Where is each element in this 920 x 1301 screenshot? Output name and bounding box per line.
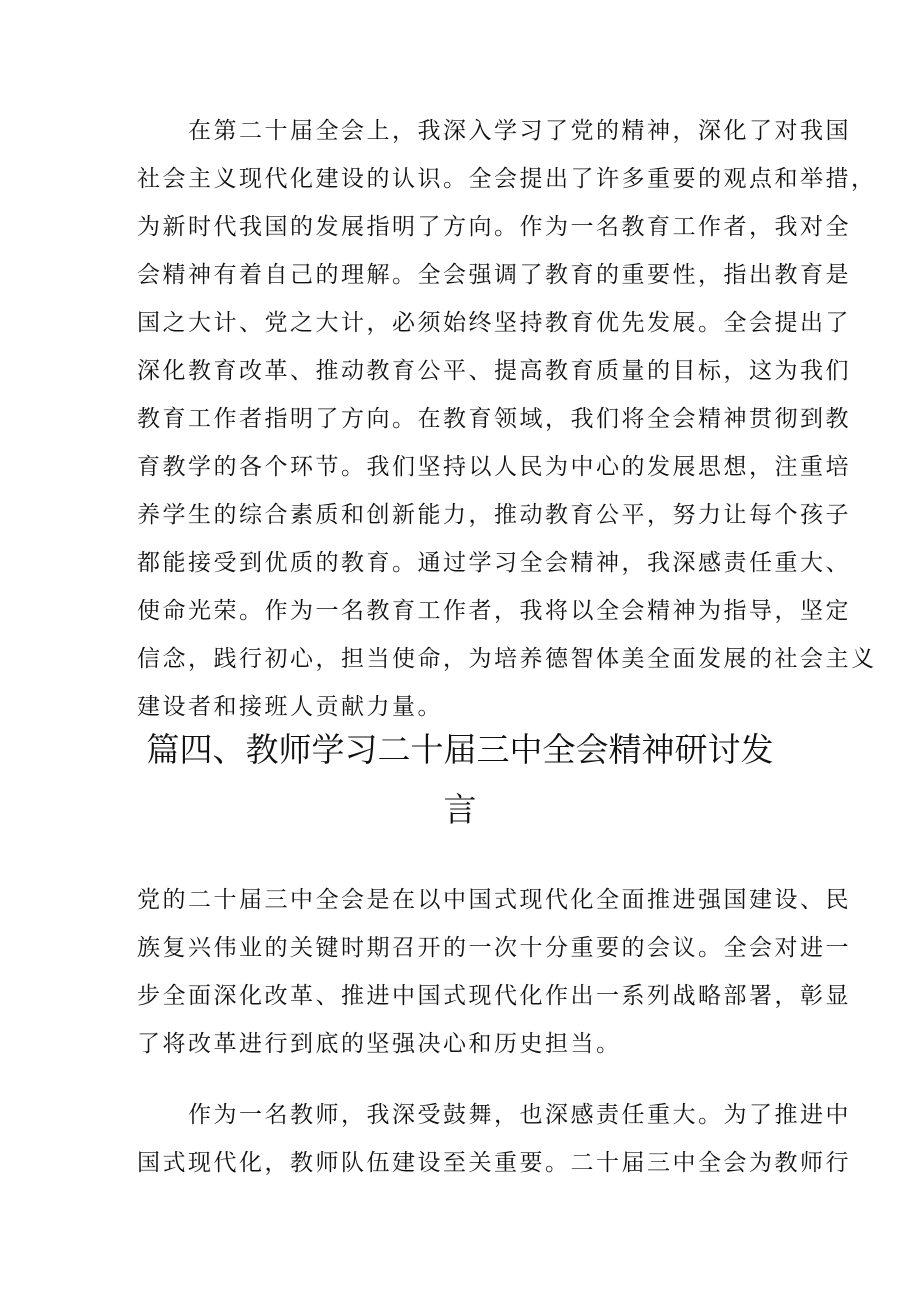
- text-line: 族复兴伟业的关键时期召开的一次十分重要的会议。全会对进一: [137, 935, 851, 961]
- text-line: 养学生的综合素质和创新能力，推动教育公平，努力让每个孩子: [137, 502, 851, 528]
- text-line: 在第二十届全会上，我深入学习了党的精神，深化了对我国: [137, 118, 851, 144]
- text-line: 信念，践行初心，担当使命，为培养德智体美全面发展的社会主义: [137, 646, 877, 672]
- text-line: 会精神有着自己的理解。全会强调了教育的重要性，指出教育是: [137, 262, 851, 288]
- text-line: 国式现代化，教师队伍建设至关重要。二十届三中全会为教师行: [137, 1150, 851, 1176]
- text-line: 党的二十届三中全会是在以中国式现代化全面推进强国建设、民: [137, 887, 851, 913]
- text-line: 了将改革进行到底的坚强决心和历史担当。: [137, 1031, 622, 1057]
- text-line: 步全面深化改革、推进中国式现代化作出一系列战略部署，彰显: [137, 983, 851, 1009]
- heading-line-2: 言: [443, 790, 477, 829]
- text-line: 教育工作者指明了方向。在教育领域，我们将全会精神贯彻到教: [137, 406, 851, 432]
- text-line: 社会主义现代化建设的认识。全会提出了许多重要的观点和举措，: [137, 166, 877, 192]
- text-line: 建设者和接班人贡献力量。: [137, 694, 443, 720]
- text-line: 为新时代我国的发展指明了方向。作为一名教育工作者，我对全: [137, 214, 851, 240]
- text-line: 育教学的各个环节。我们坚持以人民为中心的发展思想，注重培: [137, 454, 851, 480]
- heading-line-1: 篇四、教师学习二十届三中全会精神研讨发: [146, 730, 774, 769]
- text-line: 作为一名教师，我深受鼓舞，也深感责任重大。为了推进中: [137, 1102, 851, 1128]
- text-line: 国之大计、党之大计，必须始终坚持教育优先发展。全会提出了: [137, 310, 851, 336]
- text-line: 深化教育改革、推动教育公平、提高教育质量的目标，这为我们: [137, 358, 851, 384]
- text-line: 都能接受到优质的教育。通过学习全会精神，我深感责任重大、: [137, 550, 851, 576]
- text-line: 使命光荣。作为一名教育工作者，我将以全会精神为指导，坚定: [137, 598, 851, 624]
